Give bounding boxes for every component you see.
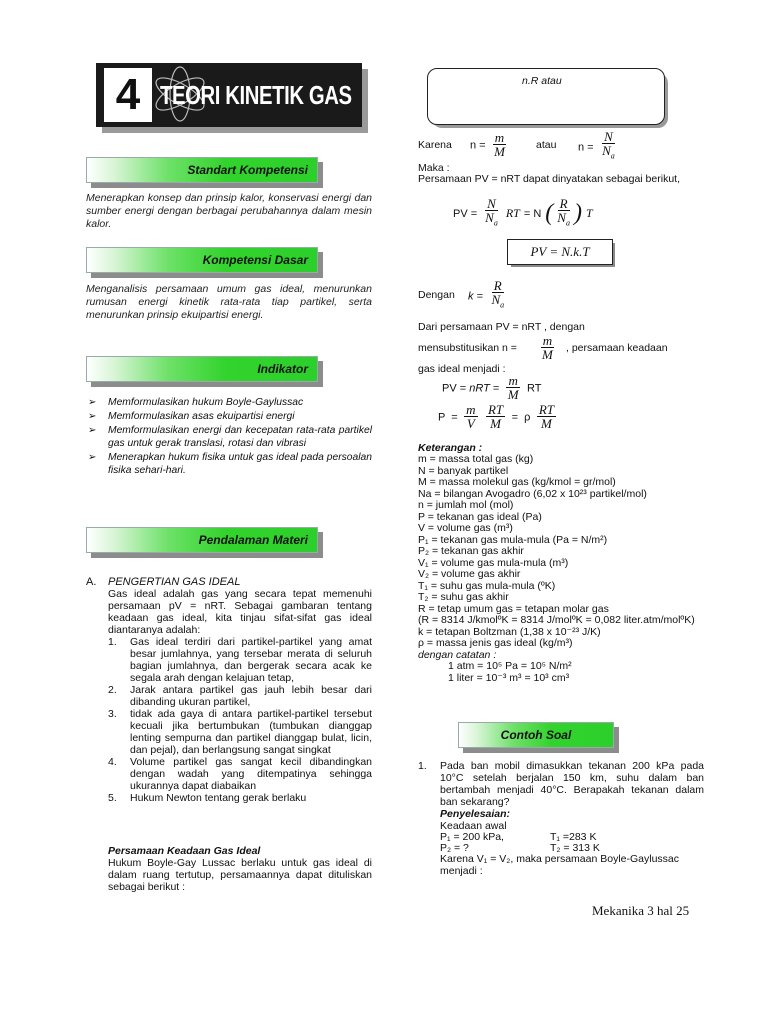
list-item: 5. Hukum Newton tentang gerak berlaku xyxy=(108,792,307,804)
indikator-item: ➢ Memformulasikan energi dan kecepatan rata-rata partikel gas untuk gerak translasi, rotasi dan vibrasi xyxy=(88,425,372,449)
standar-header xyxy=(86,157,318,183)
ket-line: Na = bilangan Avogadro (6,02 x 10²³ partikel/mol) xyxy=(418,487,647,500)
formula-pv-expand: PV = $\frac{N}{N_a}$ RT = N ( $\frac{R}{N_a}$ ) T xyxy=(453,196,593,228)
ket-line: T₂ = suhu gas akhir xyxy=(418,591,509,603)
indikator-item: ➢ Memformulasikan asas ekuipartisi energi xyxy=(88,411,295,422)
penyelesaian-label: Penyelesaian: xyxy=(440,808,511,820)
ket-line: m = massa total gas (kg) xyxy=(418,453,534,465)
t2-value: T₂ = 313 K xyxy=(550,842,600,854)
ket-line: V = volume gas (m³) xyxy=(418,522,513,534)
karena-boyle: Karena V₁ = V₂, maka persamaan Boyle-Gaylussac menjadi : xyxy=(440,853,680,877)
ket-line: M = massa molekul gas (kg/kmol = gr/mol) xyxy=(418,476,616,488)
pv-nkt-box xyxy=(507,239,613,265)
kompetensi-header xyxy=(86,247,318,273)
p1-value: P₁ = 200 kPa, xyxy=(440,831,504,843)
ket-line: n = jumlah mol (mol) xyxy=(418,499,514,511)
formula-p-rho: P = $\frac{m}{V}$ $\frac{RT}{M}$ = ρ $\frac{RT}{M}$ xyxy=(438,402,555,431)
gas-ideal-text: gas ideal menjadi : xyxy=(418,363,506,375)
page-footer: Mekanika 3 hal 25 xyxy=(592,903,690,918)
ket-line: P₂ = tekanan gas akhir xyxy=(418,545,524,557)
list-item: 1. Gas ideal terdiri dari partikel-partikel yang amat besar jumlahnya, yang tersebar merata di seluruh bagian jumlahnya, dan bergerak secara acak ke segala arah dengan kelajuan tetap, xyxy=(108,636,372,684)
dengan-label: Dengan xyxy=(418,289,455,301)
indikator-item: ➢ Memformulasikan hukum Boyle-Gaylussac xyxy=(88,397,304,408)
ket-line: R = tetap umum gas = tetapan molar gas xyxy=(418,602,609,615)
keterangan-heading: Keterangan : xyxy=(418,442,483,454)
subtext: Hukum Boyle-Gay Lussac berlaku untuk gas ideal di dalam ruang tertutup, persamaannya dapat dituliskan sebagai berikut : xyxy=(108,857,372,893)
list-item: 4. Volume partikel gas sangat kecil dibandingkan dengan wadah yang ditempatinya sehingga ukurannya dapat diabaikan xyxy=(108,756,372,792)
ket-line: V₂ = volume gas akhir xyxy=(418,568,521,580)
chapter-title: TEORI KINETIK GAS xyxy=(160,80,352,110)
section-a-list xyxy=(108,636,372,804)
t1-value: T₁ =283 K xyxy=(550,831,597,843)
note-line: 1 atm = 10⁵ Pa = 10⁵ N/m² xyxy=(448,660,572,672)
maka-label: Maka : xyxy=(418,162,450,174)
catatan-label: dengan catatan : xyxy=(418,648,497,661)
ket-line: N = banyak partikel xyxy=(418,464,509,477)
dari-text: Dari persamaan PV = nRT , dengan xyxy=(418,321,585,333)
formula-m-over-M: $\frac{m}{M}$ xyxy=(542,333,553,362)
contoh-number: 1. xyxy=(418,760,427,772)
formula-box xyxy=(427,68,665,125)
keterangan-list xyxy=(418,454,708,684)
persamaan-text: Persamaan PV = nRT dapat dinyatakan sebagai berikut, xyxy=(418,173,680,185)
formula-pv-mass: PV = nRT = $\frac{m}{M}$ RT xyxy=(442,373,542,402)
indikator-heading: Indikator xyxy=(257,362,308,376)
atau-label: atau xyxy=(536,139,557,151)
pv-nkt-formula: PV = N.k.T xyxy=(530,244,590,259)
kompetensi-text: Menganalisis persamaan umum gas ideal, menurunkan rumusan energi kinetik rata-rata tiap partikel, serta menurunkan prinsip ekuipartisi energi. xyxy=(86,283,372,321)
indikator-list xyxy=(86,396,372,478)
indikator-item: ➢ Menerapkan hukum fisika untuk gas ideal pada persoalan fisika sehari-hari. xyxy=(88,452,372,476)
ket-line: k = tetapan Boltzman (1,38 x 10⁻²³ J/K) xyxy=(418,625,601,638)
note-line: 1 liter = 10⁻³ m³ = 10³ cm³ xyxy=(448,671,570,684)
standar-heading: Standart Kompetensi xyxy=(187,163,308,177)
pendalaman-heading: Pendalaman Materi xyxy=(198,533,308,547)
standar-text: Menerapkan konsep dan prinsip kalor, konservasi energi dan sumber energi dengan berbagai perubahannya dalam mesin kalor. xyxy=(86,192,372,230)
karena-label: Karena xyxy=(418,139,452,151)
formula-k: k = $\frac{R}{N_a}$ xyxy=(468,278,505,310)
indikator-header xyxy=(86,356,318,382)
contoh-question: Pada ban mobil dimasukkan tekanan 200 kPa pada 10°C setelah berjalan 150 km, suhu dalam ban bertambah menjadi 40°C. Berapakah tekanan dalam ban sekarang? xyxy=(440,760,704,808)
subheading: Persamaan Keadaan Gas Ideal xyxy=(108,845,261,857)
section-a-intro: Gas ideal adalah gas yang secara tepat memenuhi persamaan pV = nRT. Sebagai gambaran tentang keadaan gas ideal, kita tinjau sifat-sifat gas ideal diantaranya adalah: xyxy=(108,588,372,636)
awal-label: Keadaan awal xyxy=(440,820,507,832)
list-item: 3. tidak ada gaya di antara partikel-partikel tersebut kecuali jika bertumbukan (tumbukan dianggap lenting sempurna dan partikel dianggap bulat, licin, dan pejal), dan berlangsung sangat singkat xyxy=(108,708,372,756)
ket-line: T₁ = suhu gas mula-mula (ºK) xyxy=(418,579,556,592)
pendalaman-header xyxy=(86,527,318,553)
ket-line: P = tekanan gas ideal (Pa) xyxy=(418,510,542,523)
kompetensi-heading: Kompetensi Dasar xyxy=(202,253,308,267)
ket-line: V₁ = volume gas mula-mula (m³) xyxy=(418,556,569,569)
mensub-text: mensubstitusikan n = xyxy=(418,342,517,354)
contoh-heading: Contoh Soal xyxy=(500,728,572,742)
chapter-number: 4 xyxy=(104,68,152,122)
ket-line: ρ = massa jenis gas ideal (kg/m³) xyxy=(418,637,573,649)
ket-line: (R = 8314 J/kmolºK = 8314 J/molºK = 0,082 liter.atm/molºK) xyxy=(418,614,695,626)
box-text: n.R atau xyxy=(522,75,562,87)
section-a-label: A. xyxy=(86,576,97,588)
contoh-header xyxy=(458,722,614,748)
list-item: 2. Jarak antara partikel gas jauh lebih besar dari dibanding ukuran partikel, xyxy=(108,684,372,708)
ket-line: P₁ = tekanan gas mula-mula (Pa = N/m²) xyxy=(418,533,608,546)
section-a-title: PENGERTIAN GAS IDEAL xyxy=(108,576,241,588)
mensub-after: , persamaan keadaan xyxy=(566,342,668,354)
p2-value: P₂ = ? xyxy=(440,842,469,854)
formula-n-particles: n = $\frac{N}{N_a}$ xyxy=(578,129,615,161)
formula-n-mass: n = $\frac{m}{M}$ xyxy=(470,130,505,159)
